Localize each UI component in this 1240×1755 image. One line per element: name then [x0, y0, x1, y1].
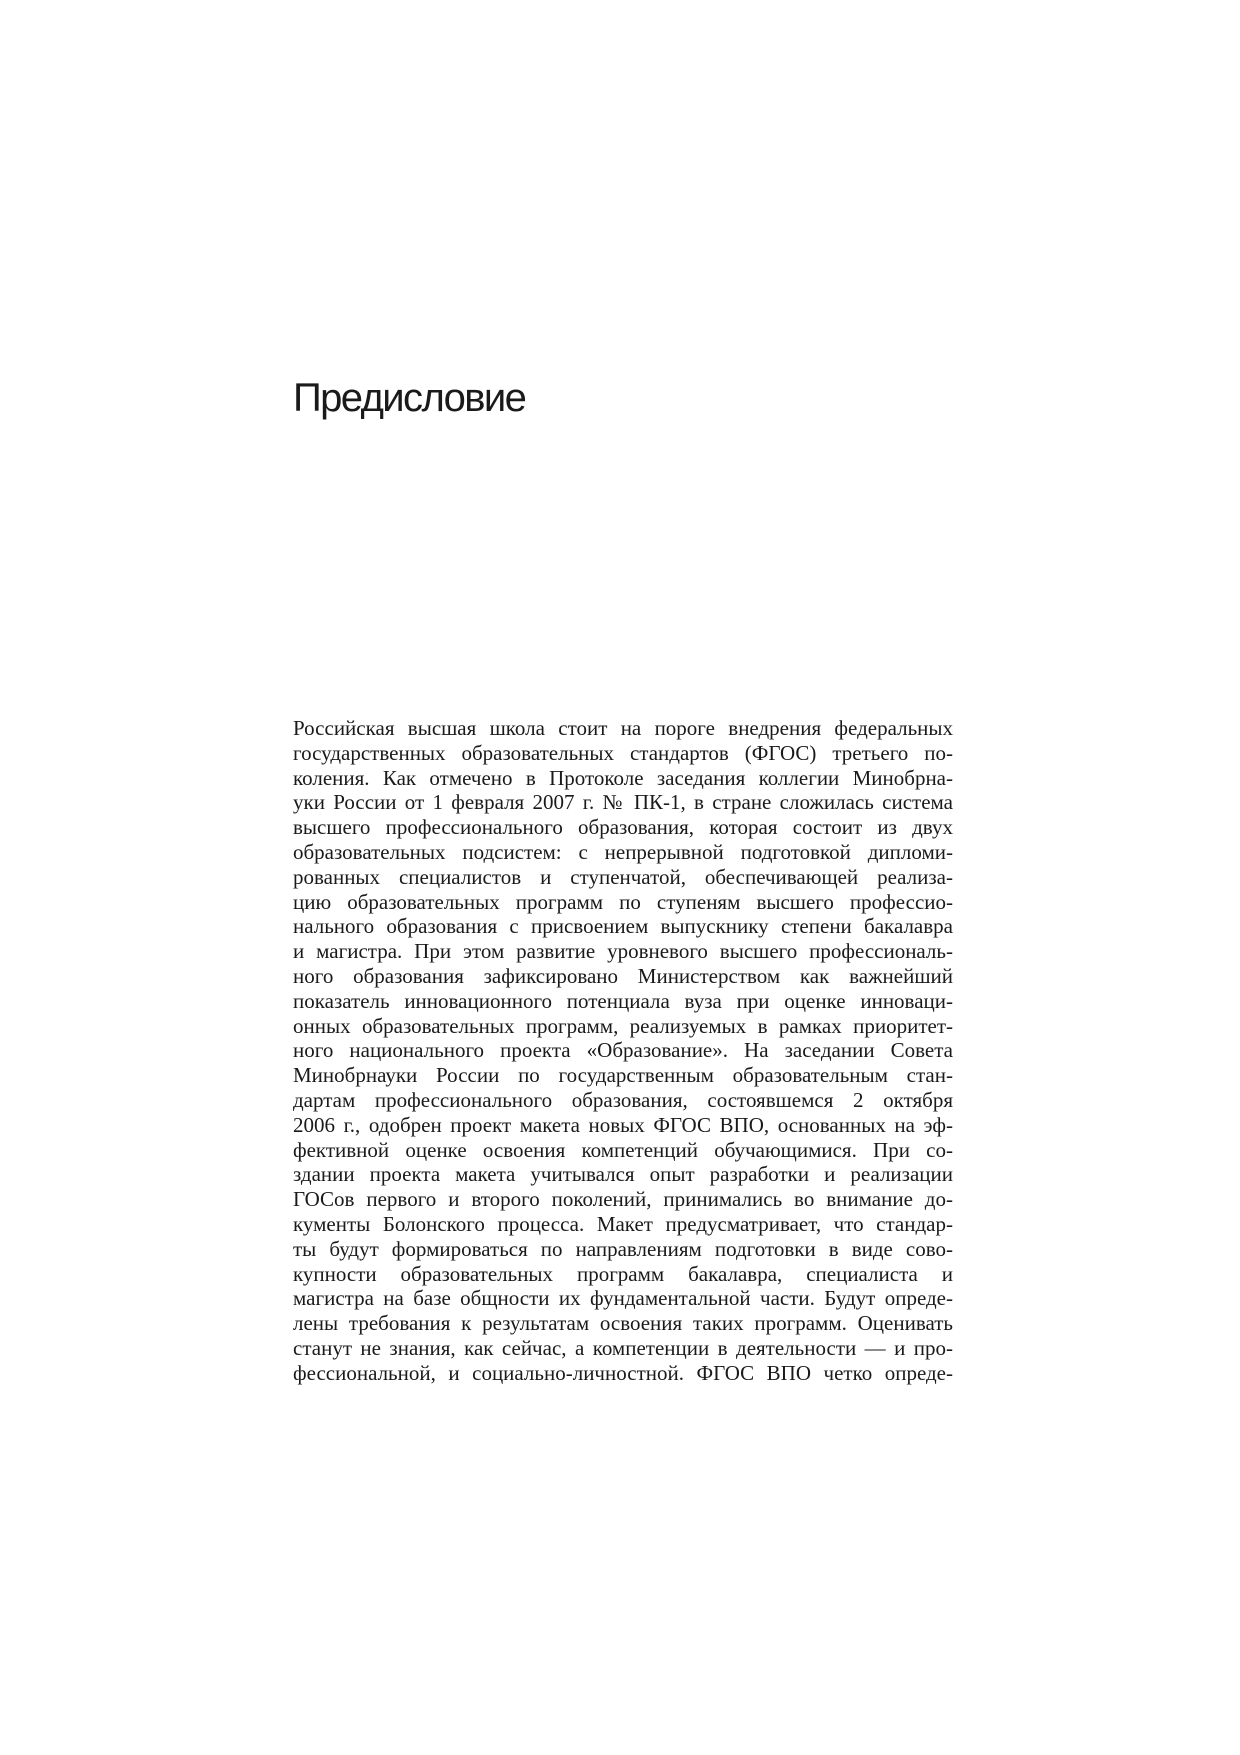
text-line: ГОСов первого и второго поколений, принимались во внимание до-: [293, 1187, 953, 1212]
text-line: государственных образовательных стандартов (ФГОС) третьего по-: [293, 740, 953, 765]
text-line: дартам профессионального образования, состоявшемся 2 октября: [293, 1087, 953, 1112]
text-line: образовательных подсистем: с непрерывной подготовкой дипломи-: [293, 839, 953, 864]
text-line: ного образования зафиксировано Министерством как важнейший: [293, 963, 953, 988]
text-line: рованных специалистов и ступенчатой, обеспечивающей реализа-: [293, 864, 953, 889]
text-line: высшего профессионального образования, которая состоит из двух: [293, 815, 953, 840]
text-line: кументы Болонского процесса. Макет предусматривает, что стандар-: [293, 1211, 953, 1236]
text-line: Минобрнауки России по государственным образовательным стан-: [293, 1063, 953, 1088]
text-line: нального образования с присвоением выпускнику степени бакалавра: [293, 914, 953, 939]
text-line: 2006 г., одобрен проект макета новых ФГОС ВПО, основанных на эф-: [293, 1112, 953, 1137]
text-line: фективной оценке освоения компетенций обучающимися. При со-: [293, 1137, 953, 1162]
text-line: Российская высшая школа стоит на пороге внедрения федеральных: [293, 716, 953, 740]
text-line: станут не знания, как сейчас, а компетенции в деятельности — и про-: [293, 1335, 953, 1360]
text-line: ты будут формироваться по направлениям подготовки в виде сово-: [293, 1236, 953, 1261]
text-line: магистра на базе общности их фундаментальной части. Будут опреде-: [293, 1286, 953, 1311]
chapter-title: Предисловие: [293, 376, 526, 420]
text-line: лены требования к результатам освоения таких программ. Оценивать: [293, 1311, 953, 1336]
text-line: коления. Как отмечено в Протоколе заседания коллегии Минобрна-: [293, 765, 953, 790]
text-line: и магистра. При этом развитие уровневого высшего профессиональ-: [293, 939, 953, 964]
body-text: [293, 716, 953, 1386]
text-line: показатель инновационного потенциала вуза при оценке инноваци-: [293, 988, 953, 1013]
text-line: ного национального проекта «Образование». На заседании Совета: [293, 1038, 953, 1063]
text-line: здании проекта макета учитывался опыт разработки и реализации: [293, 1162, 953, 1187]
text-line: уки России от 1 февраля 2007 г. № ПК-1, в стране сложилась система: [293, 790, 953, 815]
text-line: онных образовательных программ, реализуемых в рамках приоритет-: [293, 1013, 953, 1038]
text-line: купности образовательных программ бакалавра, специалиста и: [293, 1261, 953, 1286]
text-line: фессиональной, и социально-личностной. ФГОС ВПО четко опреде-: [293, 1360, 953, 1385]
text-line: цию образовательных программ по ступеням высшего профессио-: [293, 889, 953, 914]
